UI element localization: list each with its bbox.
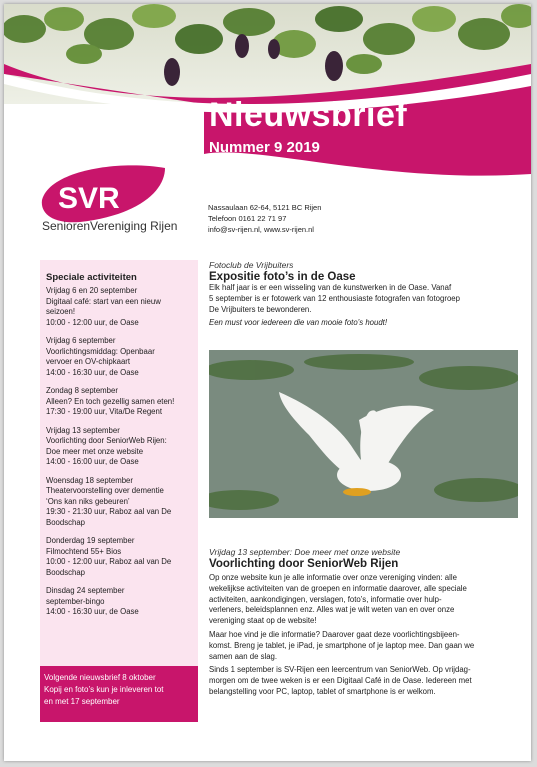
body-line: Sinds 1 september is SV-Rijen een leercentrum van SeniorWeb. Op vrijdag- <box>209 665 471 675</box>
article-seniorweb <box>209 547 515 698</box>
body-line: 5 september is er fotowerk van 12 enthousiaste fotografen van fotogroep <box>209 293 460 303</box>
email-web-line: info@sv-rijen.nl, www.sv-rijen.nl <box>208 225 314 234</box>
body-line: Maar hoe vind je die informatie? Daarover gaat deze voorlichtingsbijeen- <box>209 629 460 639</box>
event-line: september-bingo <box>46 596 105 606</box>
body-line: Elk half jaar is er een wisseling van de kunstwerken in de Oase. Vanaf <box>209 283 452 292</box>
event-time: 14:00 - 16:30 uur, de Oase <box>46 367 139 377</box>
event-time: 14:00 - 16:30 uur, de Oase <box>46 607 139 616</box>
article-body <box>209 283 515 329</box>
contact-address <box>208 202 321 235</box>
event-time: 10:00 - 12:00 uur, Raboz aal van De Boodschap <box>46 557 172 577</box>
article-tagline: Een must voor iedereen die van mooie foto’s houdt! <box>209 318 387 328</box>
sidebar-heading: Speciale activiteiten <box>46 272 137 283</box>
body-line: wekelijkse activiteiten van de groepen en informatie daarover, alle speciale <box>209 583 467 593</box>
article-kicker: Fotoclub de Vrijbuiters <box>209 260 294 270</box>
event-date: Woensdag 18 september <box>46 475 133 485</box>
next-issue-line: Volgende nieuwsbrief 8 oktober <box>44 673 156 682</box>
body-line: De Vrijbuiters te bewonderen. <box>209 304 312 314</box>
event-date: Dinsdag 24 september <box>46 586 125 595</box>
event-time: 14:00 - 16:00 uur, de Oase <box>46 457 139 466</box>
body-line: komst. Breng je tablet, je iPad, je smartphone of je laptop mee. Dan gaan we <box>209 640 475 650</box>
body-line: samen aan de slag. <box>209 651 278 661</box>
event-line: ‘Ons kan niks gebeuren’ <box>46 496 130 506</box>
body-line: belangstelling voor PC, laptop, tablet of smartphone is er welkom. <box>209 686 436 696</box>
event-item <box>46 586 196 618</box>
event-line: Theatervoorstelling over dementie <box>46 486 164 495</box>
event-line: Digitaal café: start van een nieuw <box>46 296 161 306</box>
issue-number: Nummer 9 2019 <box>209 139 320 156</box>
article-paragraph <box>209 630 515 662</box>
body-line: vereniging staat op de website! <box>209 616 317 626</box>
article-kicker: Vrijdag 13 september: Doe meer met onze website <box>209 547 401 557</box>
event-date: Zondag 8 september <box>46 386 118 395</box>
body-line: activiteiten, aankondigingen, verslagen, foto’s, informatie over hulp- <box>209 594 442 604</box>
event-line: Alleen? En toch gezellig samen eten! <box>46 396 175 406</box>
event-time: 17:30 - 19:00 uur, Vita/De Regent <box>46 407 163 416</box>
article-paragraph <box>209 665 515 697</box>
event-item <box>46 286 196 328</box>
event-date: Vrijdag 6 september <box>46 336 116 345</box>
next-issue-line: Kopij en foto’s kun je inleveren tot <box>44 685 164 694</box>
event-line: Filmochtend 55+ Bios <box>46 546 122 556</box>
event-item <box>46 476 196 529</box>
newsletter-title: Nieuwsbrief <box>209 96 408 134</box>
event-item <box>46 336 196 378</box>
event-line: Voorlichting door SeniorWeb Rijen: <box>46 436 167 445</box>
article-exhibition <box>209 260 515 329</box>
article-title: Expositie foto’s in de Oase <box>209 271 356 283</box>
body-line: morgen om de twee weken is er een Digitaal Café in de Oase. Iedereen met <box>209 676 472 686</box>
article-title: Voorlichting door SeniorWeb Rijen <box>209 558 399 570</box>
article-paragraph <box>209 573 515 627</box>
swan-photo <box>209 350 518 518</box>
event-line: Voorlichtingsmiddag: Openbaar <box>46 346 155 356</box>
event-item <box>46 386 196 418</box>
event-item <box>46 426 196 468</box>
event-date: Vrijdag 6 en 20 september <box>46 286 138 295</box>
phone-line: Telefoon 0161 22 71 97 <box>208 214 287 223</box>
event-time: 10:00 - 12:00 uur, de Oase <box>46 317 139 327</box>
address-line: Nassaulaan 62-64, 5121 BC Rijen <box>208 203 322 212</box>
event-date: Donderdag 19 september <box>46 536 135 545</box>
body-line: verleners, beleidsplannen enz. Alles wat je wilt weten van en over onze <box>209 605 455 615</box>
logo-name: SeniorenVereniging Rijen <box>42 219 178 233</box>
event-time: 19:30 - 21:30 uur, Raboz aal van De Boodschap <box>46 507 172 527</box>
next-issue-line: en met 17 september <box>44 697 120 706</box>
event-item <box>46 536 196 578</box>
next-issue-box <box>40 666 198 722</box>
body-line: Op onze website kun je alle informatie over onze vereniging vinden: alle <box>209 573 457 582</box>
event-line: vervoer en OV-chipkaart <box>46 357 131 366</box>
newsletter-page <box>4 4 531 761</box>
event-date: Vrijdag 13 september <box>46 425 120 435</box>
logo-mark: SVR <box>58 182 120 215</box>
event-line: Doe meer met onze website <box>46 446 144 456</box>
activities-sidebar <box>40 260 198 666</box>
event-line: seizoen! <box>46 307 76 316</box>
